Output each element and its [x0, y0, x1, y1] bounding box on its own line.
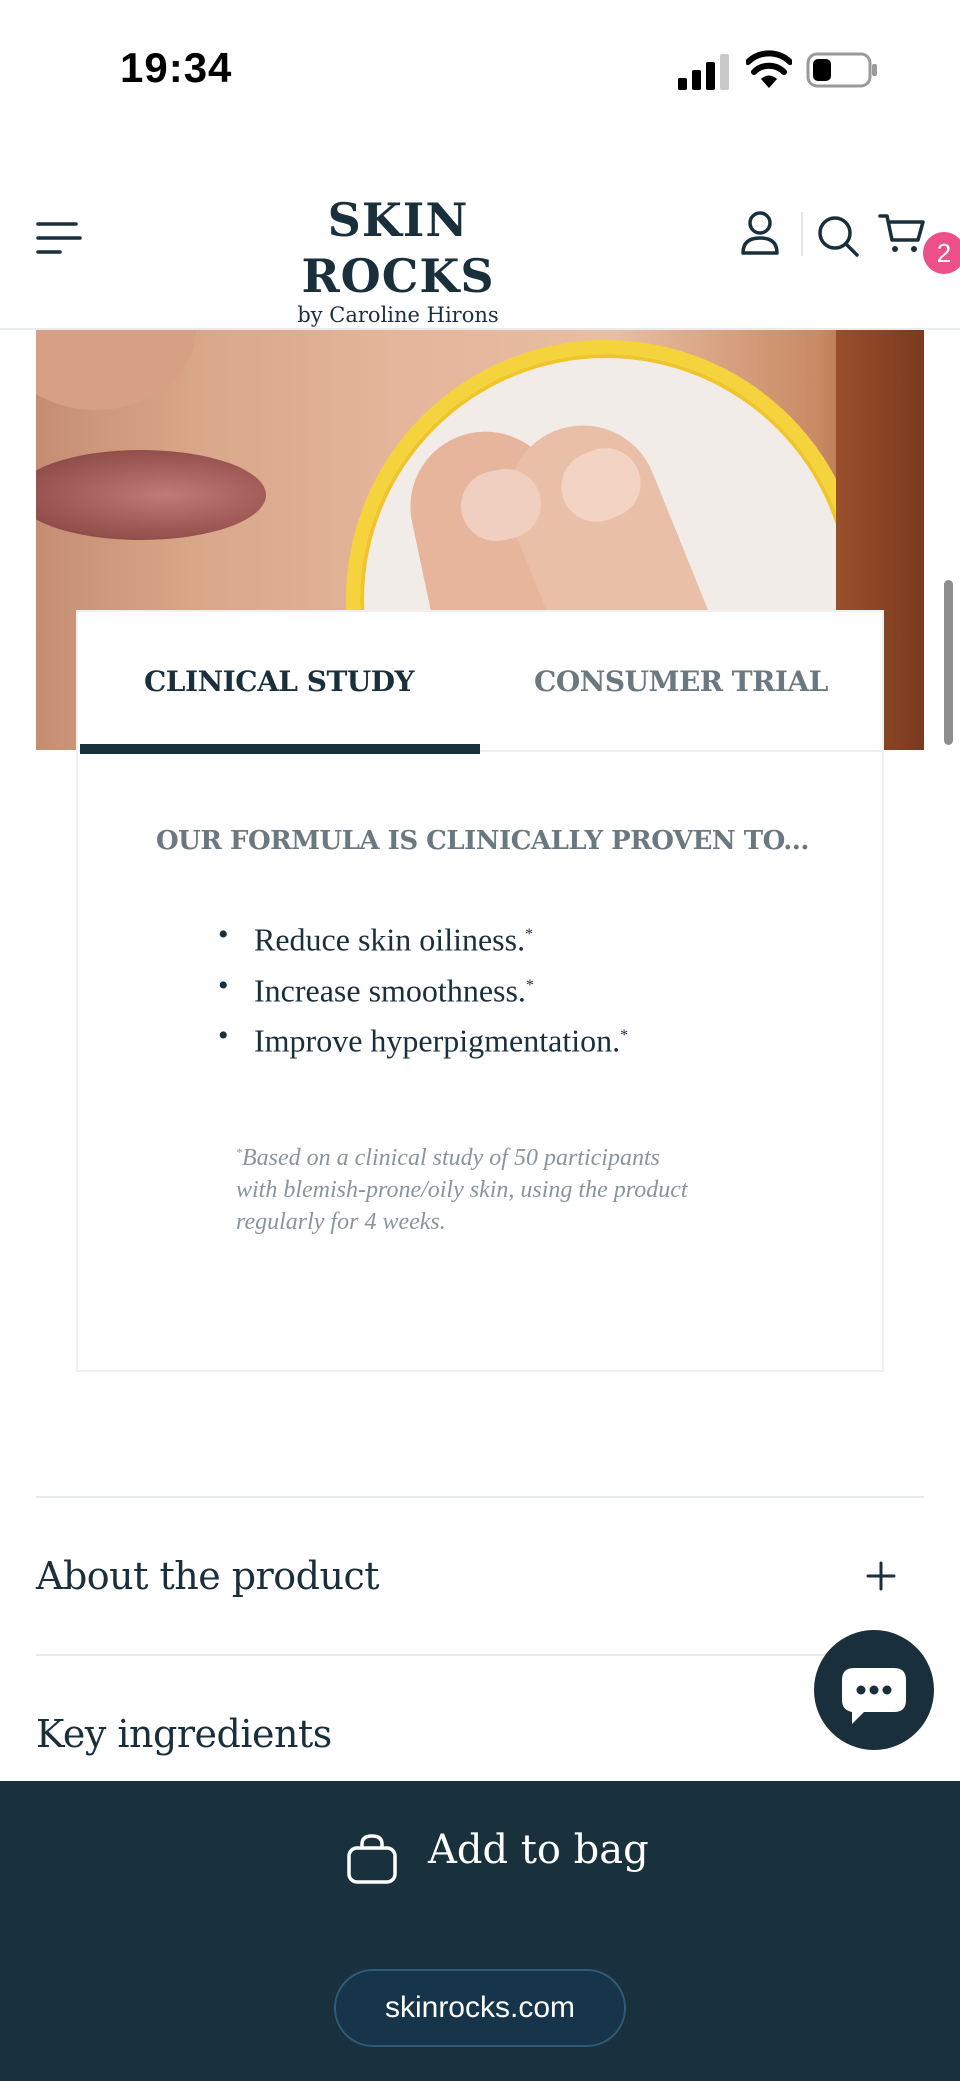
claim-footnote-mark: * [620, 1027, 629, 1045]
claim-text: Increase smoothness. [254, 972, 526, 1009]
results-tabs-card [76, 610, 884, 1372]
accordion-title: Key ingredients [36, 1712, 332, 1756]
accordion-about-product[interactable] [36, 1498, 924, 1654]
chat-button[interactable] [814, 1630, 934, 1750]
logo-title: SKIN ROCKS [301, 193, 495, 303]
scrollbar-thumb[interactable] [944, 580, 953, 745]
chat-bubble-icon [814, 1630, 934, 1750]
claim-footnote-mark: * [525, 976, 534, 994]
browser-url-pill[interactable]: skinrocks.com [334, 1969, 626, 2047]
results-tab-bar [78, 612, 882, 752]
status-icons [678, 50, 878, 94]
status-time: 19:34 [120, 44, 233, 91]
signal-icon [678, 54, 732, 90]
plus-icon[interactable] [866, 1561, 896, 1591]
footnote-line: with blemish-prone/oily skin, using the product [236, 1177, 688, 1203]
claim-text: Improve hyperpigmentation. [254, 1022, 621, 1059]
footnote-line: regularly for 4 weeks. [236, 1209, 446, 1235]
shopping-bag-icon [346, 1833, 398, 1885]
brand-logo[interactable] [236, 192, 560, 328]
logo-subtitle: by Caroline Hirons [297, 303, 499, 327]
list-item [218, 912, 628, 963]
active-tab-indicator [80, 744, 480, 754]
status-bar [0, 0, 960, 140]
header-divider [801, 212, 803, 256]
wifi-icon [746, 50, 792, 90]
hero-nose-shape [36, 330, 196, 410]
account-icon[interactable] [740, 210, 780, 256]
list-item [218, 1013, 628, 1064]
battery-icon [806, 52, 878, 88]
cart-icon[interactable] [878, 212, 928, 254]
add-to-bag-button[interactable] [0, 1781, 960, 1937]
search-icon[interactable] [816, 214, 860, 258]
tab-consumer-trial[interactable]: CONSUMER TRIAL [534, 665, 828, 698]
claim-footnote-mark: * [525, 926, 534, 943]
site-header [0, 140, 960, 330]
bottom-bar [0, 1781, 960, 2081]
cart-count-badge[interactable]: 2 [923, 232, 960, 274]
add-to-bag-label: Add to bag [428, 1827, 649, 1873]
clinical-footnote [236, 1136, 756, 1238]
footnote-line: Based on a clinical study of 50 participants [242, 1145, 660, 1171]
list-item [218, 963, 628, 1014]
clinical-claims-list [218, 912, 628, 1064]
claim-text: Reduce skin oiliness. [254, 921, 526, 958]
hero-lips-shape [36, 450, 266, 540]
menu-icon[interactable] [36, 220, 82, 256]
tab-clinical-study[interactable]: CLINICAL STUDY [144, 665, 414, 698]
footnote-mark: * [236, 1145, 242, 1159]
accordion-title: About the product [36, 1554, 379, 1598]
clinical-heading: OUR FORMULA IS CLINICALLY PROVEN TO... [156, 826, 809, 856]
